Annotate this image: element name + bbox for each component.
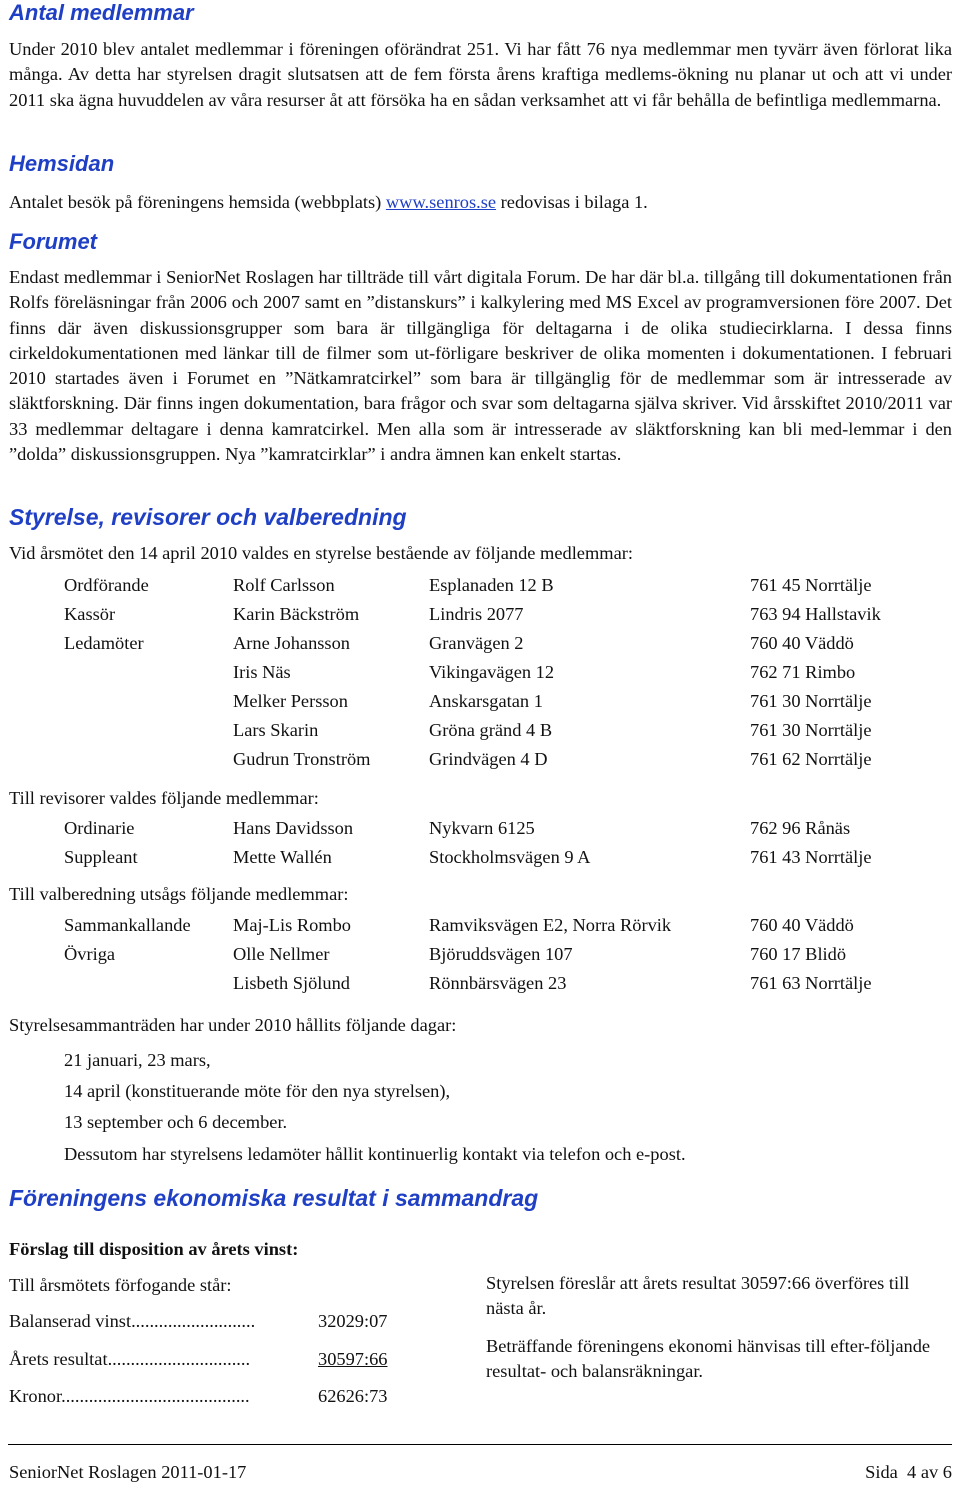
address-cell: Granvägen 2 — [429, 633, 524, 653]
item-label: Årets resultat — [9, 1349, 108, 1369]
page-number: 4 — [907, 1462, 917, 1482]
item-value: 62626:73 — [318, 1386, 388, 1406]
website-text-before: Antalet besök på föreningens hemsida (webbplats) — [9, 192, 386, 212]
website-link[interactable]: www.senros.se — [385, 192, 497, 212]
forum-paragraph: Endast medlemmar i SeniorNet Roslagen har tillträde till vårt digitala Forum. De har där bl.a. tillgång till dokumentationen från Rolfs föreläsningar från 2006 och 2007 samt en ”distanskurs” i kalkylering med MS Excel av programversionen före 2007. Det finns där även diskussionsgrupper som bara är tillgängliga för deltagarna i de olika studiecirklarna. I dessa finns cirkeldokumentationen med länkar till de filmer som ut-förligare beskriver de olika momenten i dokumentationen. I februari 2010 startades även i Forumet en ”Nätkamratcirkel” som bara är tillgänglig för de medlemmar som är intresserade av släktforskning. Där finns ingen dokumentation, bara frågor och svar som deltagarna själva skriver. Vid årsskiftet 2010/2011 var 33 medlemmar deltagare i denna kamratcirkel. Men alla som är intresserade av släktforskning kan bli med-lemmar i den ”dolda” diskussionsgruppen. Nya ”kamratcirklar” i andra ämnen kan enkelt startas. — [9, 267, 952, 465]
name-cell: Mette Wallén — [233, 847, 332, 867]
page-label: Sida — [865, 1462, 898, 1482]
postal-cell: 761 63 Norrtälje — [750, 973, 872, 993]
role-cell: Sammankallande — [64, 915, 191, 935]
board-intro: Vid årsmötet den 14 april 2010 valdes en styrelse bestående av följande medlemmar: — [9, 543, 633, 563]
nomination-intro: Till valberedning utsågs följande medlemmar: — [9, 884, 349, 904]
economy-item: Årets resultat............................... — [9, 1349, 251, 1369]
economy-reference: Beträffande föreningens ekonomi hänvisas till efter-följande resultat- och balansräkningar. — [486, 1336, 931, 1381]
heading-website: Hemsidan — [9, 151, 115, 176]
postal-cell: 762 71 Rimbo — [750, 662, 856, 682]
role-cell: Suppleant — [64, 847, 138, 867]
postal-cell: 760 40 Väddö — [750, 633, 854, 653]
auditors-intro: Till revisorer valdes följande medlemmar: — [9, 788, 319, 808]
name-cell: Arne Johansson — [233, 633, 350, 653]
postal-cell: 763 94 Hallstavik — [750, 604, 881, 624]
postal-cell: 760 40 Väddö — [750, 915, 854, 935]
board-proposal: Styrelsen föreslår att årets resultat 30597:66 överföres till nästa år. — [486, 1273, 910, 1318]
name-cell: Hans Davidsson — [233, 818, 354, 838]
address-cell: Ramviksvägen E2, Norra Rörvik — [429, 915, 672, 935]
name-cell: Lars Skarin — [233, 720, 319, 740]
name-cell: Olle Nellmer — [233, 944, 330, 964]
address-cell: Gröna gränd 4 B — [429, 720, 553, 740]
footer-divider — [8, 1444, 952, 1445]
address-cell: Grindvägen 4 D — [429, 749, 548, 769]
website-paragraph — [9, 190, 648, 214]
heading-economy: Föreningens ekonomiska resultat i sammandrag — [9, 1185, 539, 1211]
address-cell: Nykvarn 6125 — [429, 818, 535, 838]
heading-forum: Forumet — [9, 229, 97, 254]
role-cell: Övriga — [64, 944, 116, 964]
meetings-intro: Styrelsesammanträden har under 2010 hållits följande dagar: — [9, 1015, 457, 1035]
name-cell: Lisbeth Sjölund — [233, 973, 350, 993]
role-cell: Kassör — [64, 604, 116, 624]
postal-cell: 761 62 Norrtälje — [750, 749, 872, 769]
name-cell: Maj-Lis Rombo — [233, 915, 352, 935]
address-cell: Björuddsvägen 107 — [429, 944, 573, 964]
role-cell: Ledamöter — [64, 633, 144, 653]
name-cell: Rolf Carlsson — [233, 575, 335, 595]
economy-item: Kronor......................................... — [9, 1386, 250, 1406]
heading-members: Antal medlemmar — [9, 0, 194, 25]
address-cell: Esplanaden 12 B — [429, 575, 554, 595]
address-cell: Anskarsgatan 1 — [429, 691, 543, 711]
address-cell: Rönnbärsvägen 23 — [429, 973, 567, 993]
heading-board: Styrelse, revisorer och valberedning — [9, 504, 407, 530]
proposal-heading: Förslag till disposition av årets vinst: — [9, 1239, 299, 1259]
address-cell: Lindris 2077 — [429, 604, 524, 624]
footer-page — [865, 1460, 952, 1484]
page-of-label: av — [920, 1462, 939, 1482]
footer-left: SeniorNet Roslagen 2011-01-17 — [9, 1462, 247, 1482]
postal-cell: 761 43 Norrtälje — [750, 847, 872, 867]
members-paragraph: Under 2010 blev antalet medlemmar i föreningen oförändrat 251. Vi har fått 76 nya medlemmar men tyvärr även förlorat lika många. Av detta har styrelsen dragit slutsatsen att de fem första årens kraftiga medlems-ökning nu planar ut och att vi under 2011 ska ägna huvuddelen av våra resurser åt att försöka ha en sådan verksamhet att vi får behålla de befintliga medlemmarna. — [9, 39, 952, 110]
address-cell: Vikingavägen 12 — [429, 662, 555, 682]
postal-cell: 762 96 Rånäs — [750, 818, 851, 838]
website-text-after: redovisas i bilaga 1. — [496, 192, 648, 212]
name-cell: Gudrun Tronström — [233, 749, 371, 769]
meeting-date-line: 14 april (konstituerande möte för den nya styrelsen), — [64, 1081, 451, 1101]
name-cell: Iris Näs — [233, 662, 291, 682]
role-cell: Ordförande — [64, 575, 149, 595]
postal-cell: 761 30 Norrtälje — [750, 691, 872, 711]
role-cell: Ordinarie — [64, 818, 135, 838]
meetings-note: Dessutom har styrelsens ledamöter hållit kontinuerlig kontakt via telefon och e-post. — [64, 1144, 686, 1164]
item-label: Balanserad vinst — [9, 1311, 132, 1331]
name-cell: Melker Persson — [233, 691, 348, 711]
postal-cell: 761 45 Norrtälje — [750, 575, 872, 595]
name-cell: Karin Bäckström — [233, 604, 360, 624]
postal-cell: 761 30 Norrtälje — [750, 720, 872, 740]
meeting-date-line: 21 januari, 23 mars, — [64, 1050, 211, 1070]
page-total: 6 — [942, 1462, 952, 1482]
item-label: Kronor — [9, 1386, 62, 1406]
item-value: 32029:07 — [318, 1311, 388, 1331]
economy-item: Balanserad vinst........................... — [9, 1311, 256, 1331]
item-value: 30597:66 — [318, 1349, 388, 1369]
meeting-date-line: 13 september och 6 december. — [64, 1112, 288, 1132]
address-cell: Stockholmsvägen 9 A — [429, 847, 591, 867]
available-label: Till årsmötets förfogande står: — [9, 1275, 232, 1295]
postal-cell: 760 17 Blidö — [750, 944, 847, 964]
